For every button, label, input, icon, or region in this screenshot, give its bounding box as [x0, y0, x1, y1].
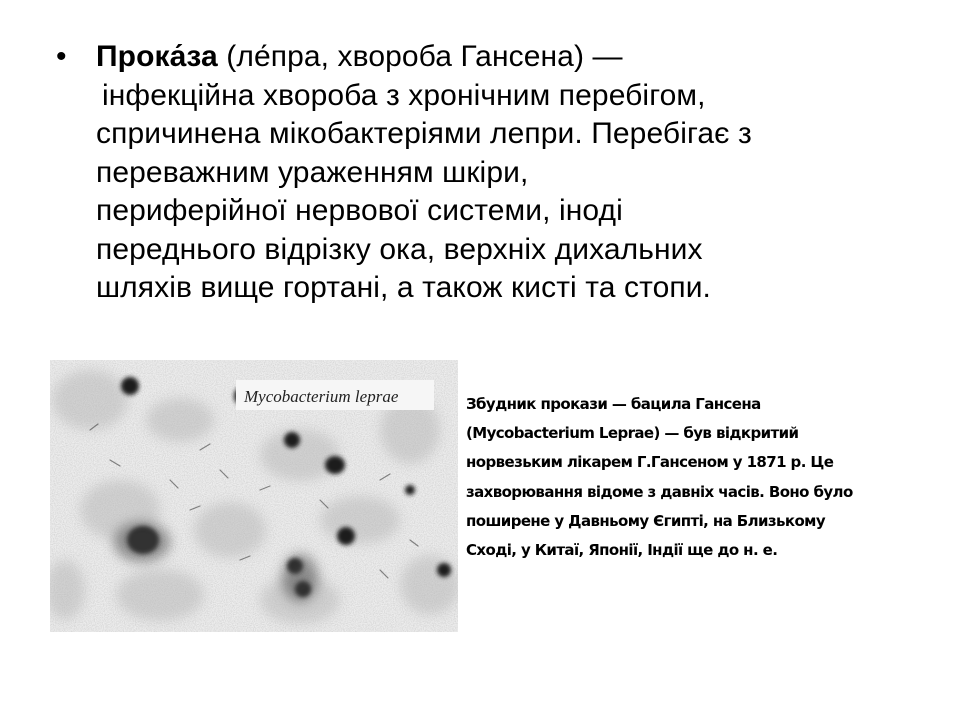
micrograph-drawing	[50, 360, 458, 632]
bullet-line-3: спричинена мікобактеріями лепри. Перебігає з	[96, 117, 752, 150]
caption-line-4: захворювання відоме з давніх часів. Воно було	[466, 482, 853, 501]
caption-line-2: (Mycobacterium Leprae) — був відкритий	[466, 424, 799, 443]
bullet-line-7: шляхів вище гортані, а також кисті та стопи.	[96, 271, 711, 304]
caption-line-1: Збудник прокази — бацила Гансена	[466, 395, 761, 413]
bullet-line-6: переднього відрізку ока, верхніх дихальних	[96, 232, 703, 266]
micrograph-label: Mycobacterium leprae	[244, 387, 399, 406]
term-synonyms: (ле́пра, хвороба Гансена) —	[217, 40, 623, 73]
bullet-line-5: периферійної нервової системи, іноді	[96, 194, 623, 227]
bullet-dot-icon: •	[56, 40, 67, 73]
bullet-line-1	[96, 38, 916, 77]
micrograph-image	[50, 360, 458, 632]
bullet-line-2: інфекційна хвороба з хронічним перебігом,	[102, 78, 706, 112]
bullet-text	[96, 38, 916, 308]
bullet-line-4: переважним ураженням шкіри,	[96, 155, 529, 189]
caption-paragraph	[466, 390, 936, 565]
caption-line-5: поширене у Давньому Єгипті, на Близькому	[466, 511, 826, 530]
caption-line-3: норвезьким лікарем Г.Гансеном у 1871 р. Це	[466, 453, 834, 472]
caption-line-6: Сході, у Китаї, Японії, Індії ще до н. е.	[466, 541, 778, 560]
term-leprosy: Прока́за	[96, 40, 218, 73]
